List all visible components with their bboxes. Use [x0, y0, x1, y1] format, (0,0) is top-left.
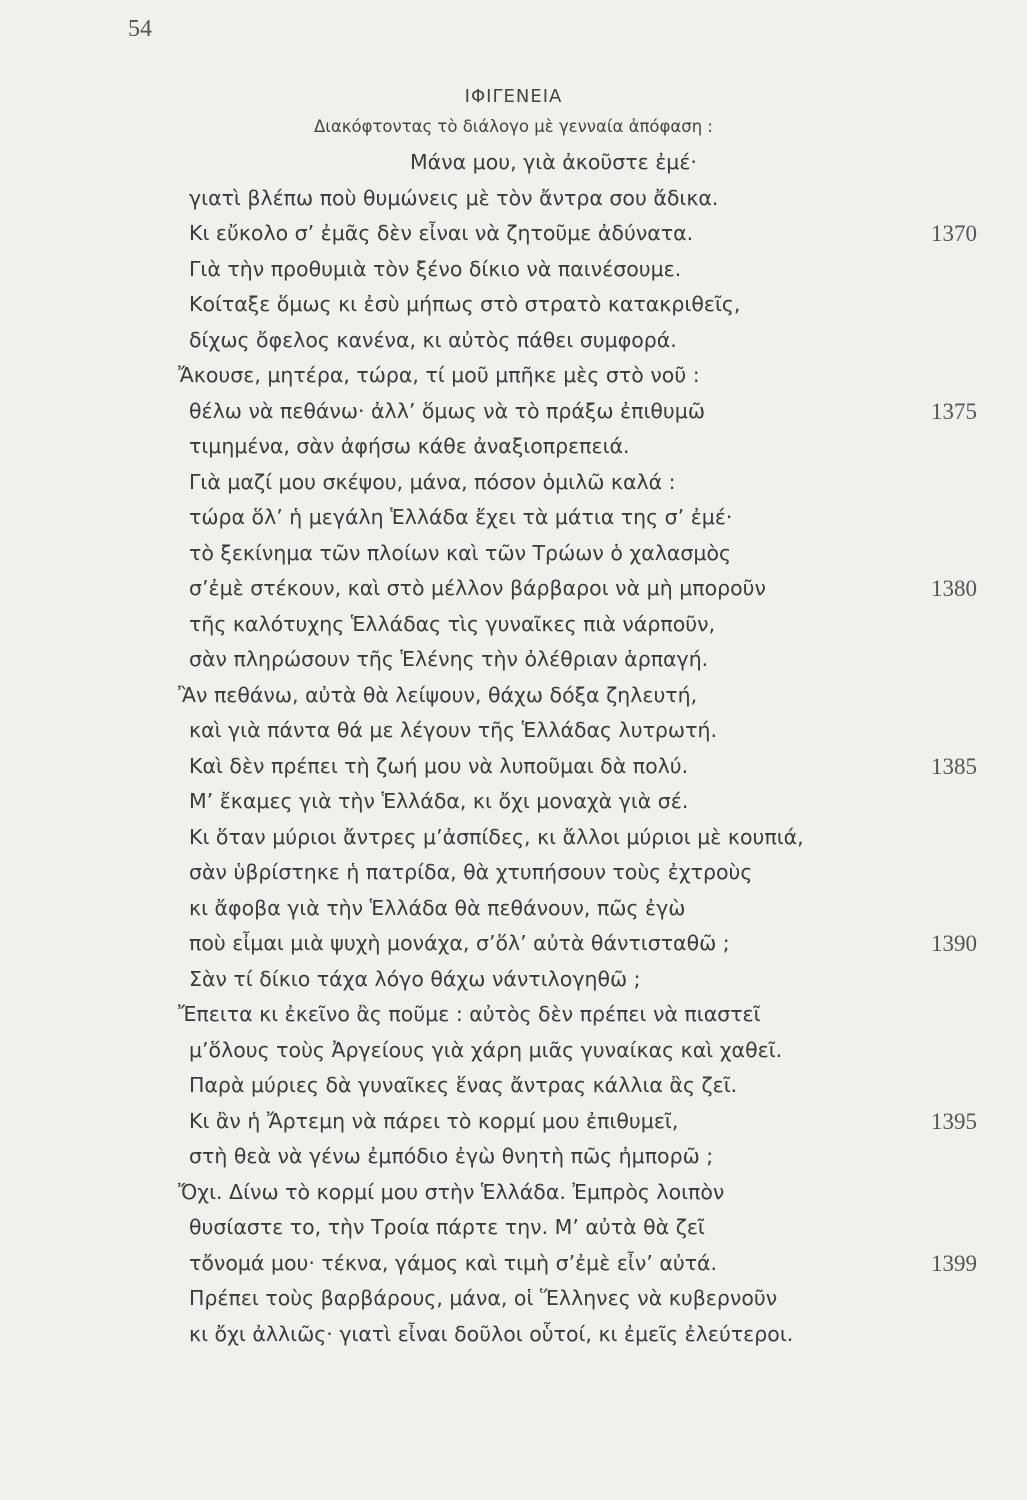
verse-line [0, 962, 1027, 998]
verse-text: κι ἄφοβα γιὰ τὴν Ἑλλάδα θὰ πεθάνουν, πῶς ἐγὼ [189, 895, 686, 920]
line-number: 1399 [931, 1250, 977, 1276]
verse-line [0, 358, 1027, 394]
verse-line [0, 997, 1027, 1033]
verse-text: Γιὰ μαζί μου σκέψου, μάνα, πόσον ὁμιλῶ καλά : [189, 469, 676, 494]
verse-line [0, 571, 1027, 607]
verse-line [0, 216, 1027, 252]
verse-text: Μ’ ἔκαμες γιὰ τὴν Ἑλλάδα, κι ὄχι μοναχὰ γιὰ σέ. [189, 789, 689, 813]
verse-text: Μάνα μου, γιὰ ἀκοῦστε ἐμέ· [410, 150, 697, 174]
verse-text: καὶ γιὰ πάντα θά με λέγουν τῆς Ἑλλάδας λυτρωτή. [189, 718, 717, 742]
verse-line [0, 1281, 1027, 1317]
verse-line [0, 784, 1027, 820]
line-number: 1380 [931, 576, 977, 601]
verse-line [0, 1139, 1027, 1175]
verse-line [0, 642, 1027, 678]
page-number: 54 [128, 16, 152, 42]
speaker-heading: ΙΦΙΓΕΝΕΙΑ [464, 86, 563, 107]
verse-line [0, 429, 1027, 465]
verse-text: Κι εὔκολο σ’ ἐμᾶς δὲν εἶναι νὰ ζητοῦμε ἀδύνατα. [189, 221, 694, 245]
line-number: 1395 [931, 1108, 977, 1134]
verse-text: Κοίταξε ὅμως κι ἐσὺ μήπως στὸ στρατὸ κατακριθεῖς, [189, 292, 741, 316]
verse-line [0, 678, 1027, 714]
verse-text: σὰν ὑβρίστηκε ἡ πατρίδα, θὰ χτυπήσουν τοὺς ἐχτροὺς [189, 860, 753, 884]
verse-text: Καὶ δὲν πρέπει τὴ ζωή μου νὰ λυποῦμαι δὰ πολύ. [189, 753, 689, 778]
verse-text: Ἔπειτα κι ἐκεῖνο ἂς ποῦμε : αὐτὸς δὲν πρέπει νὰ πιαστεῖ [178, 1002, 761, 1026]
line-number: 1385 [931, 753, 977, 779]
verse-text: στὴ θεὰ νὰ γένω ἐμπόδιο ἐγὼ θνητὴ πῶς ἠμπορῶ ; [189, 1144, 714, 1168]
verse-line [0, 287, 1027, 323]
verse-text: μ’ὅλους τοὺς Ἀργείους γιὰ χάρη μιᾶς γυναίκας καὶ χαθεῖ. [189, 1037, 783, 1062]
verse-line [0, 713, 1027, 749]
verse-line [0, 1246, 1027, 1282]
verse-line [0, 252, 1027, 288]
verse-text: Ἂν πεθάνω, αὐτὰ θὰ λείψουν, θάχω δόξα ζηλευτή, [178, 682, 698, 707]
verse-line [0, 394, 1027, 430]
verse-text: θυσίαστε το, τὴν Τροία πάρτε την. Μ’ αὐτὰ θὰ ζεῖ [189, 1215, 705, 1239]
verse-text: Σὰν τί δίκιο τάχα λόγο θάχω νάντιλογηθῶ ; [189, 966, 641, 991]
verse-line [0, 1175, 1027, 1211]
verse-line [0, 465, 1027, 501]
verse-text: τὸ ξεκίνημα τῶν πλοίων καὶ τῶν Τρώων ὁ χαλασμὸς [189, 540, 732, 565]
verse-text: τῆς καλότυχης Ἑλλάδας τὶς γυναῖκες πιὰ νάρποῦν, [189, 611, 716, 636]
verse-line [0, 1033, 1027, 1069]
verse-line [0, 926, 1027, 962]
line-number: 1370 [931, 221, 977, 246]
verse-text: Ἄκουσε, μητέρα, τώρα, τί μοῦ μπῆκε μὲς στὸ νοῦ : [178, 363, 700, 387]
verse-text: Παρὰ μύριες δὰ γυναῖκες ἕνας ἄντρας κάλλια ἂς ζεῖ. [189, 1073, 738, 1097]
line-number: 1375 [931, 398, 977, 424]
verse-line [0, 607, 1027, 643]
verse-line [0, 820, 1027, 856]
verse-text: τιμημένα, σὰν ἀφήσω κάθε ἀναξιοπρεπειά. [189, 434, 630, 458]
verse-text: Ὄχι. Δίνω τὸ κορμί μου στὴν Ἑλλάδα. Ἐμπρὸς λοιπὸν [178, 1179, 725, 1204]
verse-text: γιατὶ βλέπω ποὺ θυμώνεις μὲ τὸν ἄντρα σου ἄδικα. [189, 185, 719, 210]
verse-line [0, 536, 1027, 572]
verse-text: σὰν πληρώσουν τῆς Ἑλένης τὴν ὀλέθριαν ἁρπαγή. [189, 647, 709, 671]
verse-text: δίχως ὄφελος κανένα, κι αὐτὸς πάθει συμφορά. [189, 327, 677, 352]
verse-line [0, 500, 1027, 536]
verse-line [0, 145, 1027, 181]
verse-text: Γιὰ τὴν προθυμιὰ τὸν ξένο δίκιο νὰ παινέσουμε. [189, 256, 682, 281]
stage-direction: Διακόφτοντας τὸ διάλογο μὲ γενναία ἀπόφαση : [314, 117, 713, 136]
verse-line [0, 1317, 1027, 1353]
verse-text: ποὺ εἶμαι μιὰ ψυχὴ μονάχα, σ’ὅλ’ αὐτὰ θάντισταθῶ ; [189, 931, 730, 955]
verse-block [0, 145, 1027, 1352]
verse-line [0, 749, 1027, 785]
verse-line [0, 181, 1027, 217]
verse-text: Κι ἂν ἡ Ἄρτεμη νὰ πάρει τὸ κορμί μου ἐπιθυμεῖ, [189, 1108, 679, 1133]
verse-text: Κι ὅταν μύριοι ἄντρες μ’ἀσπίδες, κι ἄλλοι μύριοι μὲ κουπιά, [189, 824, 804, 849]
verse-text: τώρα ὅλ’ ἡ μεγάλη Ἑλλάδα ἔχει τὰ μάτια της σ’ ἐμέ· [189, 505, 733, 529]
verse-line [0, 855, 1027, 891]
verse-line [0, 1068, 1027, 1104]
verse-line [0, 323, 1027, 359]
verse-line [0, 891, 1027, 927]
verse-text: θέλω νὰ πεθάνω· ἀλλ’ ὅμως νὰ τὸ πράξω ἐπιθυμῶ [189, 398, 705, 423]
line-number: 1390 [931, 931, 977, 956]
verse-text: σ’ἐμὲ στέκουν, καὶ στὸ μέλλον βάρβαροι νὰ μὴ μποροῦν [189, 576, 766, 600]
verse-text: τὄνομά μου· τέκνα, γάμος καὶ τιμὴ σ’ἐμὲ εἶν’ αὐτά. [189, 1250, 718, 1275]
verse-line [0, 1104, 1027, 1140]
verse-text: κι ὄχι ἀλλιῶς· γιατὶ εἶναι δοῦλοι οὗτοί, κι ἐμεῖς ἐλεύτεροι. [189, 1321, 794, 1346]
verse-line [0, 1210, 1027, 1246]
verse-text: Πρέπει τοὺς βαρβάρους, μάνα, οἱ Ἕλληνες νὰ κυβερνοῦν [189, 1286, 778, 1310]
